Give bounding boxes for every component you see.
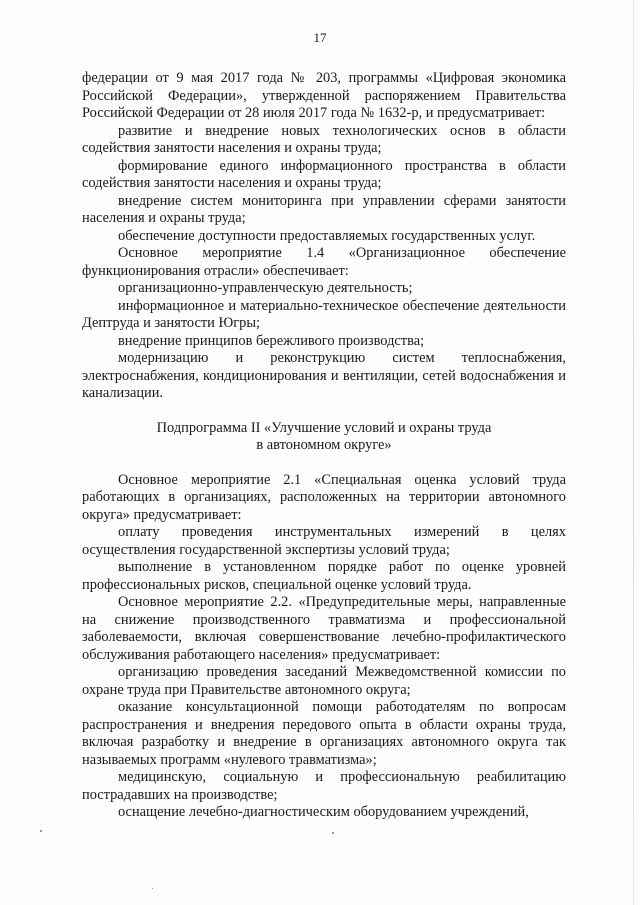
paragraph: Основное мероприятие 2.1 «Специальная оценка условий труда работающих в организациях, расположенных на территории автономного округа» предусматривает: — [82, 471, 566, 523]
paragraph: модернизацию и реконструкцию систем теплоснабжения, электроснабжения, кондиционирования и вентиляции, сетей водоснабжения и канализации. — [82, 350, 566, 401]
paragraph: Основное мероприятие 2.2. «Предупредительные меры, направленные на снижение производственного травматизма и профессиональной заболеваемости, включая совершенствование лечебно-профилактического обслуживания работающего населения» предусматривает: — [82, 594, 566, 663]
paragraph: Основное мероприятие 1.4 «Организационное обеспечение функционирования отрасли» обеспечивает: — [82, 245, 566, 279]
scan-speck — [40, 830, 42, 832]
page-number: 17 — [313, 30, 327, 45]
section-heading-line: в автономном округе» — [256, 437, 392, 453]
paragraph: оснащение лечебно-диагностическим оборудованием учреждений, — [118, 804, 529, 820]
paragraph: формирование единого информационного пространства в области содействия занятости населения и охраны труда; — [82, 157, 566, 191]
section-heading-line: Подпрограмма II «Улучшение условий и охраны труда — [156, 419, 492, 436]
paragraph: внедрение систем мониторинга при управлении сферами занятости населения и охраны труда; — [82, 192, 566, 226]
paragraph: выполнение в установленном порядке работ по оценке уровней профессиональных рисков, специальной оценке условий труда. — [82, 559, 566, 593]
paragraph: оплату проведения инструментальных измерений в целях осуществления государственной экспертизы условий труда; — [82, 524, 566, 558]
paragraph: медицинскую, социальную и профессиональную реабилитацию пострадавших на производстве; — [82, 769, 566, 803]
paragraph: организационно-управленческую деятельность; — [118, 280, 413, 296]
paragraph: информационное и материально-техническое обеспечение деятельности Дептруда и занятости Югры; — [82, 297, 566, 331]
spacer — [82, 455, 566, 472]
paragraph: оказание консультационной помощи работодателям по вопросам распространения и внедрения передового опыта в области охраны труда, включая разработку и внедрение в организациях автономного округа так называемых программ «нулевого травматизма»; — [82, 699, 566, 768]
spacer — [82, 403, 566, 420]
paragraph: обеспечение доступности предоставляемых государственных услуг. — [118, 227, 536, 244]
paragraph: федерации от 9 мая 2017 года № 203, программы «Цифровая экономика Российской Федерации», утвержденной распоряжением Правительства Российской Федерации от 28 июля 2017 года № 1632-р, и предусматривает: — [82, 70, 566, 121]
scan-speck — [332, 832, 334, 834]
paragraph: внедрение принципов бережливого производства; — [118, 332, 425, 349]
scan-speck — [152, 888, 153, 889]
page-edge — [633, 0, 634, 905]
document-body — [82, 70, 566, 822]
paragraph: развитие и внедрение новых технологических основ в области содействия занятости населения и охраны труда; — [82, 122, 566, 156]
paragraph: организацию проведения заседаний Межведомственной комиссии по охране труда при Правительстве автономного округа; — [82, 664, 566, 698]
